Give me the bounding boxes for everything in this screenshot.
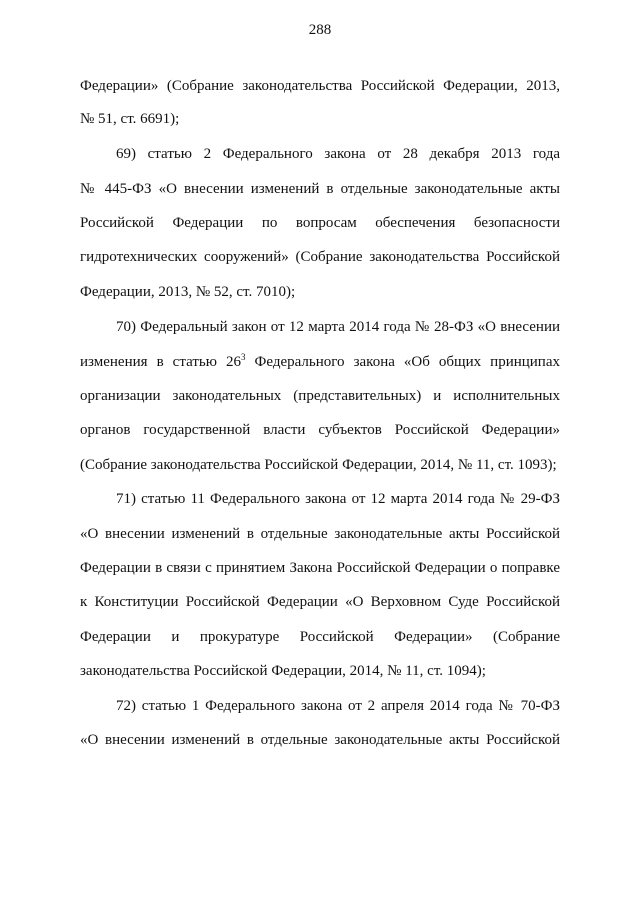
text-line: № 445-ФЗ «О внесении изменений в отдельные законодательные акты [80,181,560,197]
text-line: Российской Федерации по вопросам обеспечения безопасности [80,215,560,231]
superscript: 3 [241,352,246,362]
text-line: органов государственной власти субъектов Российской Федерации» [80,422,560,438]
text-line: Федерации в связи с принятием Закона Российской Федерации о поправке [80,560,560,576]
text-line: к Конституции Российской Федерации «О Верховном Суде Российской [80,594,560,610]
text-line: Федерации, 2013, № 52, ст. 7010); [80,284,296,300]
text-segment: Федерального закона «Об общих принципах [245,354,560,370]
text-line: 72) статью 1 Федерального закона от 2 апреля 2014 года № 70-ФЗ [116,698,560,714]
text-line: «О внесении изменений в отдельные законодательные акты Российской [80,526,560,542]
page-number: 288 [308,22,332,38]
text-line: Федерации» (Собрание законодательства Российской Федерации, 2013, [80,78,560,94]
text-line: гидротехнических сооружений» (Собрание законодательства Российской [80,249,560,265]
text-line: 70) Федеральный закон от 12 марта 2014 года № 28-ФЗ «О внесении [116,319,560,335]
text-line: 71) статью 11 Федерального закона от 12 марта 2014 года № 29-ФЗ [116,491,560,507]
text-line: законодательства Российской Федерации, 2014, № 11, ст. 1094); [80,663,486,679]
text-segment: изменения в статью 26 [80,354,241,370]
text-line: «О внесении изменений в отдельные законодательные акты Российской [80,732,560,748]
text-line: № 51, ст. 6691); [80,111,180,127]
text-line: 69) статью 2 Федерального закона от 28 декабря 2013 года [116,146,560,162]
text-line: организации законодательных (представительных) и исполнительных [80,388,560,404]
text-line: (Собрание законодательства Российской Федерации, 2014, № 11, ст. 1093); [80,457,557,473]
text-line: Федерации и прокуратуре Российской Федерации» (Собрание [80,629,560,645]
text-line [80,353,560,371]
